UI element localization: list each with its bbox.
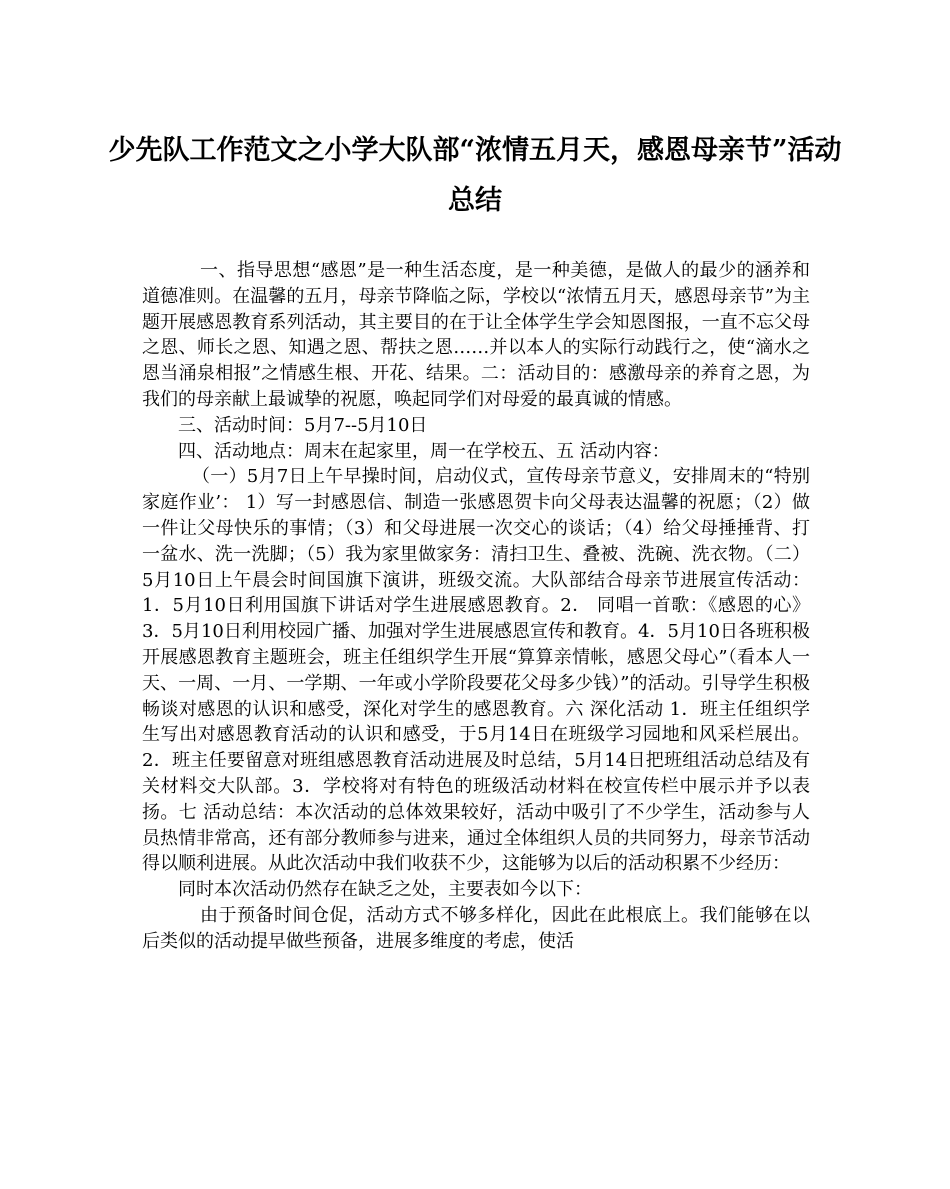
document-body bbox=[142, 258, 810, 955]
paragraph-shortcomings: 同时本次活动仍然存在缺乏之处，主要表如今以下： bbox=[178, 879, 592, 901]
paragraph-activity-time: 三、活动时间：5月7--5月10日 bbox=[178, 414, 428, 436]
paragraph-improvement: 由于预备时间仓促，活动方式不够多样化，因此在此根底上。我们能够在以后类似的活动提早做些预备，进展多维度的考虑，使活 bbox=[142, 904, 810, 952]
paragraph-activity-location: 四、活动地点：周末在起家里，周一在学校五、五 活动内容： bbox=[178, 440, 670, 462]
paragraph-guiding-thought: 一、指导思想“感恩”是一种生活态度，是一种美德，是做人的最少的涵养和道德准则。在温馨的五月，母亲节降临之际，学校以“浓情五月天，感恩母亲节”为主题开展感恩教育系列活动，其主要目的在于让全体学生学会知恩图报，一直不忘父母之恩、师长之恩、知遇之恩、帮扶之恩……并以本人的实际行动践行之，使“滴水之恩当涌泉相报”之情感生根、开花、结果。二：活动目的：感激母亲的养育之恩，为我们的母亲献上最诚挚的祝愿，唤起同学们对母爱的最真诚的情感。 bbox=[142, 260, 810, 410]
paragraph-activity-content: （一）5月7日上午早操时间，启动仪式，宣传母亲节意义，安排周末的“特别家庭作业’： 1）写一封感恩信、制造一张感恩贺卡向父母表达温馨的祝愿；（2）做一件让父母快乐的事情；（3）和父母进展一次交心的谈话；（4）给父母捶捶背、打一盆水、洗一洗脚；（5）我为家里做家务：清扫卫生、叠被、洗碗、洗衣物。（二）5月10日上午晨会时间国旗下演讲，班级交流。大队部结合母亲节进展宣传活动：1．5月10日利用国旗下讲话对学生进展感恩教育。2． 同唱一首歌：《感恩的心》3．5月10日利用校园广播、加强对学生进展感恩宣传和教育。4．5月10日各班积极开展感恩教育主题班会，班主任组织学生开展“算算亲情帐，感恩父母心”（看本人一天、一周、一月、一学期、一年或小学阶段要花父母多少钱）”的活动。引导学生积极畅谈对感恩的认识和感受，深化对学生的感恩教育。六 深化活动 1．班主任组织学生写出对感恩教育活动的认识和感受，于5月14日在班级学习园地和风采栏展出。2．班主任要留意对班组感恩教育活动进展及时总结，5月14日把班组活动总结及有关材料交大队部。3．学校将对有特色的班级活动材料在校宣传栏中展示并予以表扬。七 活动总结：本次活动的总体效果较好，活动中吸引了不少学生，活动参与人员热情非常高，还有部分教师参与进来，通过全体组织人员的共同努力，母亲节活动得以顺利进展。从此次活动中我们收获不少，这能够为以后的活动积累不少经历： bbox=[142, 466, 810, 875]
document-title: 少先队工作范文之小学大队部“浓情五月天，感恩母亲节”活动总结 bbox=[108, 135, 842, 216]
